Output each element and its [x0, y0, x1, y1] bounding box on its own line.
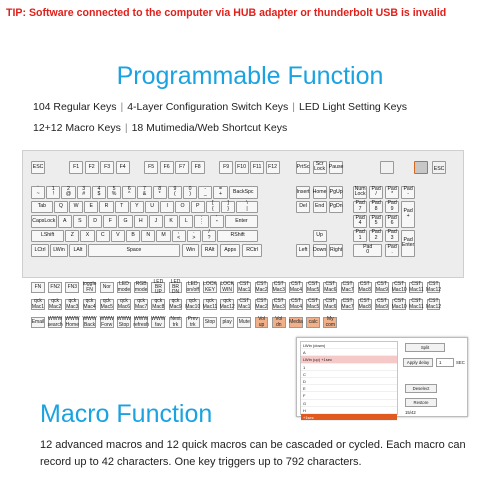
key-f1[interactable]: F1 — [69, 161, 83, 174]
key-q[interactable]: Q — [54, 201, 68, 214]
macro-step-row[interactable]: D — [301, 378, 397, 385]
macro-key-cst-mac11[interactable]: CST Mac11 — [409, 298, 424, 310]
key-capslock[interactable]: CapsLock — [31, 215, 57, 228]
key-rctrl[interactable]: RCtrl — [242, 244, 262, 257]
macro-step-row[interactable]: LWin (down) — [301, 342, 397, 349]
macro-key-my-com[interactable]: My com — [323, 317, 337, 328]
key-pad-[interactable]: Pad - — [401, 186, 415, 199]
macro-key-led-br-dn[interactable]: LED BR DN — [169, 282, 183, 293]
key-down[interactable]: Down — [313, 244, 327, 257]
macro-key-stop[interactable]: Stop — [203, 317, 217, 328]
macro-key-lock-key[interactable]: LOCK KEY — [203, 281, 217, 293]
macro-key-qck-mac10[interactable]: qck Mac10 — [185, 298, 201, 310]
feature-macro-keys: 12+12 Macro Keys — [33, 122, 121, 134]
key-up[interactable]: Up — [313, 230, 327, 243]
macro-key-cst-mac12[interactable]: CST Mac12 — [426, 281, 442, 293]
key-t[interactable]: T — [115, 201, 129, 214]
macro-step-row[interactable]: 1 — [301, 364, 397, 371]
key-pad-[interactable]: Pad + — [401, 201, 415, 228]
key-f10[interactable]: F10 — [235, 161, 249, 174]
macro-key-www-forw[interactable]: WWW Forw — [99, 316, 114, 328]
key-f6[interactable]: F6 — [160, 161, 174, 174]
key-pad-8[interactable]: Pad 8 — [369, 201, 383, 214]
macro-key-qck-mac11[interactable]: qck Mac11 — [202, 298, 218, 310]
apply-delay-button[interactable]: Apply delay — [403, 358, 433, 367]
key--[interactable]: [ { — [206, 201, 220, 214]
key-k[interactable]: K — [164, 215, 178, 228]
key-win[interactable]: Win — [182, 244, 199, 257]
key-4-[interactable]: 4 $ — [92, 186, 106, 199]
key-f4[interactable]: F4 — [116, 161, 130, 174]
feature-layer-switch: 4-Layer Configuration Switch Keys — [127, 101, 289, 113]
key-f11[interactable]: F11 — [250, 161, 264, 174]
key-lctrl[interactable]: LCtrl — [31, 244, 49, 257]
macro-key-fn3[interactable]: FN3 — [65, 282, 79, 293]
key-right[interactable]: Right — [329, 244, 343, 257]
key-s[interactable]: S — [73, 215, 87, 228]
restore-button[interactable]: Restore — [405, 398, 437, 407]
key-pgup[interactable]: PgUp — [329, 186, 343, 199]
key-num-lock[interactable]: Num Lock — [354, 185, 366, 198]
macro-key-www-home[interactable]: WWW Home — [65, 316, 80, 328]
macro-key-cst-mac4[interactable]: CST Mac4 — [289, 298, 303, 310]
macro-key-next-trk[interactable]: Next trk — [170, 316, 181, 328]
macro-key-qck-mac4[interactable]: qck Mac4 — [83, 298, 96, 310]
key-pad-5[interactable]: Pad 5 — [369, 215, 383, 228]
macro-key-cst-mac7[interactable]: CST Mac7 — [341, 281, 354, 293]
macro-step-row[interactable]: H — [301, 407, 397, 414]
key-lalt[interactable]: LAlt — [69, 244, 87, 257]
key-end[interactable]: End — [313, 201, 327, 214]
macro-step-row[interactable]: G — [301, 400, 397, 407]
key-pad-[interactable]: Pad * — [385, 186, 399, 199]
key-8-[interactable]: 8 * — [153, 186, 167, 199]
key-rshift[interactable]: RShift — [217, 230, 258, 243]
key-blank[interactable] — [380, 161, 394, 174]
macro-key-www-search[interactable]: WWW search — [47, 316, 63, 328]
key-b[interactable]: B — [126, 230, 140, 243]
key-pad-2[interactable]: Pad 2 — [369, 230, 383, 243]
macro-key-cst-mac4[interactable]: CST Mac4 — [289, 281, 303, 293]
key-7-[interactable]: 7 & — [137, 186, 151, 199]
features-line-1: 104 Regular Keys | 4-Layer Configuration Switch Keys | LED Light Setting Keys — [33, 101, 408, 113]
macro-key-vol-dn[interactable]: Vol dn — [272, 317, 286, 328]
macro-key-qck-mac8[interactable]: qck Mac8 — [152, 298, 165, 310]
key-x[interactable]: X — [80, 230, 94, 243]
feature-regular-keys: 104 Regular Keys — [33, 101, 117, 113]
key-d[interactable]: D — [88, 215, 102, 228]
key-f[interactable]: F — [103, 215, 117, 228]
key--[interactable]: ` ~ — [31, 186, 45, 199]
macro-key-qck-mac5[interactable]: qck Mac5 — [100, 298, 113, 310]
key-p[interactable]: P — [191, 201, 205, 214]
key-l[interactable]: L — [179, 215, 193, 228]
macro-key-cst-mac5[interactable]: CST Mac5 — [307, 298, 320, 310]
macro-step-row[interactable]: E — [301, 385, 397, 392]
macro-key-cst-mac3[interactable]: CST Mac3 — [272, 298, 285, 310]
macro-key-www-stop[interactable]: WWW Stop — [116, 316, 132, 328]
features-line-2: 12+12 Macro Keys | 18 Mutimedia/Web Shortcut Keys — [33, 122, 288, 134]
macro-key-qck-mac3[interactable]: qck Mac3 — [66, 298, 79, 310]
macro-key-qck-mac12[interactable]: qck Mac12 — [219, 298, 235, 310]
key-f2[interactable]: F2 — [85, 161, 99, 174]
key-apps[interactable]: Apps — [220, 244, 240, 257]
macro-step-row[interactable]: C — [301, 371, 397, 378]
key-pad-6[interactable]: Pad 6 — [385, 215, 399, 228]
key-ralt[interactable]: RAlt — [201, 244, 218, 257]
keyboard-layout — [22, 150, 464, 278]
key-c[interactable]: C — [96, 230, 110, 243]
macro-key-mute[interactable]: Mute — [237, 317, 251, 328]
macro-key-qck-mac9[interactable]: qck Mac9 — [169, 298, 182, 310]
key-pad-7[interactable]: Pad 7 — [353, 201, 367, 214]
macro-key-www-refresh[interactable]: WWW refresh — [133, 316, 149, 328]
macro-key-www-fav[interactable]: WWW fav — [151, 316, 166, 328]
macro-key-led-on-off[interactable]: LED on/off — [186, 281, 199, 293]
feature-media-keys: 18 Mutimedia/Web Shortcut Keys — [131, 122, 288, 134]
macro-step-row[interactable]: LWin (up) +1sec — [301, 356, 397, 363]
macro-key-cst-mac1[interactable]: CST Mac1 — [238, 298, 251, 310]
macro-key-lock-win[interactable]: LOCK WIN — [220, 281, 234, 293]
key-left[interactable]: Left — [296, 244, 310, 257]
key-f7[interactable]: F7 — [175, 161, 189, 174]
macro-key-qck-mac1[interactable]: qck Mac1 — [31, 298, 45, 310]
key-f3[interactable]: F3 — [100, 161, 114, 174]
key-insert[interactable]: Insert — [296, 186, 310, 199]
key--[interactable]: ; : — [194, 215, 208, 228]
macro-key-cst-mac5[interactable]: CST Mac5 — [307, 281, 320, 293]
macro-key-qck-mac2[interactable]: qck Mac2 — [49, 298, 62, 310]
tip-text: TIP: Software connected to the computer via HUB adapter or thunderbolt USB is invalid — [6, 7, 447, 19]
key-esc[interactable]: ESC — [31, 161, 45, 174]
programmable-function-title: Programmable Function — [116, 62, 384, 90]
macro-key-email[interactable]: Email — [31, 317, 45, 328]
key-tab[interactable]: Tab — [31, 201, 53, 214]
macro-key-play[interactable]: play — [220, 317, 234, 328]
key-e[interactable]: E — [84, 201, 98, 214]
macro-key-www-back[interactable]: WWW Back — [82, 316, 97, 328]
macro-key-fn[interactable]: FN — [31, 282, 45, 293]
macro-step-row[interactable]: F — [301, 392, 397, 399]
macro-key-cst-mac12[interactable]: CST Mac12 — [426, 298, 442, 310]
macro-key-fn2[interactable]: FN2 — [48, 282, 62, 293]
macro-key-prev-trk[interactable]: Prev trk — [187, 316, 198, 328]
macro-step-row[interactable]: A — [301, 349, 397, 356]
key-n[interactable]: N — [141, 230, 155, 243]
key-z[interactable]: Z — [65, 230, 79, 243]
key-pgdn[interactable]: PgDn — [329, 201, 343, 214]
key-y[interactable]: Y — [130, 201, 144, 214]
key-pause[interactable]: Pause — [329, 161, 343, 174]
key-home[interactable]: Home — [313, 186, 327, 199]
key-f5[interactable]: F5 — [144, 161, 158, 174]
macro-key-cst-mac7[interactable]: CST Mac7 — [341, 298, 354, 310]
key-esc[interactable]: ESC — [432, 161, 446, 174]
key--[interactable]: . > — [187, 230, 201, 243]
key-r[interactable]: R — [99, 201, 113, 214]
macro-key-calc[interactable]: calc — [306, 317, 320, 328]
macro-key-led-mode[interactable]: LED mode — [117, 281, 131, 293]
key-3-[interactable]: 3 # — [77, 186, 91, 199]
macro-key-led-br-up[interactable]: LED BR UP — [151, 282, 165, 293]
key--[interactable]: - _ — [198, 186, 212, 199]
key-0-[interactable]: 0 ) — [183, 186, 197, 199]
delay-input[interactable]: 1 — [436, 358, 454, 367]
macro-key-cst-mac6[interactable]: CST Mac6 — [324, 298, 337, 310]
key-j[interactable]: J — [149, 215, 163, 228]
key-9-[interactable]: 9 ( — [168, 186, 182, 199]
macro-key-nor[interactable]: Nor — [100, 282, 114, 293]
key-backspc[interactable]: BackSpc — [229, 186, 258, 199]
key--[interactable]: ' " — [210, 215, 224, 228]
key-pad-9[interactable]: Pad 9 — [385, 201, 399, 214]
macro-key-qck-mac7[interactable]: qck Mac7 — [135, 298, 148, 310]
key-enter[interactable]: Enter — [225, 215, 258, 228]
key-lshift[interactable]: LShift — [31, 230, 64, 243]
key-v[interactable]: V — [111, 230, 125, 243]
key-pad-1[interactable]: Pad 1 — [353, 230, 367, 243]
macro-key-rgb-mode[interactable]: RGB mode — [134, 281, 148, 293]
sec-label: SEC — [456, 360, 465, 365]
key-u[interactable]: U — [145, 201, 159, 214]
macro-key-media[interactable]: Media — [289, 317, 303, 328]
macro-key-cst-mac2[interactable]: CST Mac2 — [255, 281, 268, 293]
macro-key-cst-mac8[interactable]: CST Mac8 — [358, 298, 371, 310]
key-pad-[interactable]: Pad / — [369, 186, 383, 199]
key-g[interactable]: G — [118, 215, 132, 228]
key--[interactable]: = + — [213, 186, 227, 199]
key-pad-3[interactable]: Pad 3 — [385, 230, 399, 243]
macro-function-description: 12 advanced macros and 12 quick macros can be cascaded or cycled. Each macro can record up to 42 characters. One key triggers up to 792 characters. — [40, 439, 466, 468]
key-1-[interactable]: 1 ! — [46, 186, 60, 199]
macro-key-toggle-fn[interactable]: toggle FN — [82, 281, 97, 293]
key-lwin[interactable]: LWin — [50, 244, 68, 257]
key-f8[interactable]: F8 — [191, 161, 205, 174]
split-button[interactable]: Split — [405, 343, 445, 352]
macro-key-qck-mac6[interactable]: qck Mac6 — [117, 298, 131, 310]
macro-key-cst-mac6[interactable]: CST Mac6 — [324, 281, 337, 293]
key-a[interactable]: A — [58, 215, 72, 228]
macro-editor-panel — [296, 337, 468, 420]
macro-key-cst-mac3[interactable]: CST Mac3 — [272, 281, 285, 293]
macro-step-row[interactable]: +1sec — [301, 414, 397, 421]
feature-led-setting: LED Light Setting Keys — [299, 101, 408, 113]
key-pad-enter[interactable]: Pad Enter — [401, 230, 415, 257]
macro-function-title: Macro Function — [40, 400, 213, 428]
macro-key-cst-mac9[interactable]: CST Mac9 — [375, 281, 389, 293]
key--[interactable]: / ? — [202, 230, 216, 243]
key--[interactable]: , < — [172, 230, 186, 243]
key-pad-0[interactable]: Pad 0 — [353, 244, 382, 257]
key-o[interactable]: O — [175, 201, 189, 214]
key-blank[interactable] — [414, 161, 428, 174]
macro-step-list[interactable] — [300, 341, 398, 420]
macro-key-cst-mac11[interactable]: CST Mac11 — [409, 281, 424, 293]
key-2-[interactable]: 2 @ — [61, 186, 75, 199]
key-w[interactable]: W — [69, 201, 83, 214]
key--[interactable]: \ | — [236, 201, 258, 214]
key-prtsc[interactable]: PrtSc — [296, 161, 310, 174]
key-pad-[interactable]: Pad . — [385, 244, 399, 257]
macro-key-cst-mac1[interactable]: CST Mac1 — [238, 281, 251, 293]
key-scr-lock[interactable]: Scr Lock — [314, 160, 326, 173]
macro-key-cst-mac2[interactable]: CST Mac2 — [255, 298, 268, 310]
macro-key-cst-mac10[interactable]: CST Mac10 — [391, 281, 407, 293]
macro-key-cst-mac10[interactable]: CST Mac10 — [391, 298, 407, 310]
key--[interactable]: ] } — [221, 201, 235, 214]
key-i[interactable]: I — [160, 201, 174, 214]
deselect-button[interactable]: Deselect — [405, 384, 437, 393]
key-del[interactable]: Del — [296, 201, 310, 214]
macro-key-cst-mac8[interactable]: CST Mac8 — [358, 281, 371, 293]
key-space[interactable]: Space — [88, 244, 180, 257]
key-m[interactable]: M — [156, 230, 170, 243]
key-6-[interactable]: 6 ^ — [122, 186, 136, 199]
key-f9[interactable]: F9 — [219, 161, 233, 174]
key-pad-4[interactable]: Pad 4 — [353, 215, 367, 228]
macro-key-cst-mac9[interactable]: CST Mac9 — [375, 298, 389, 310]
key-5-[interactable]: 5 % — [107, 186, 121, 199]
char-counter: 15/42 — [405, 410, 416, 415]
macro-key-vol-up[interactable]: Vol up — [255, 317, 269, 328]
key-f12[interactable]: F12 — [266, 161, 280, 174]
key-h[interactable]: H — [134, 215, 148, 228]
